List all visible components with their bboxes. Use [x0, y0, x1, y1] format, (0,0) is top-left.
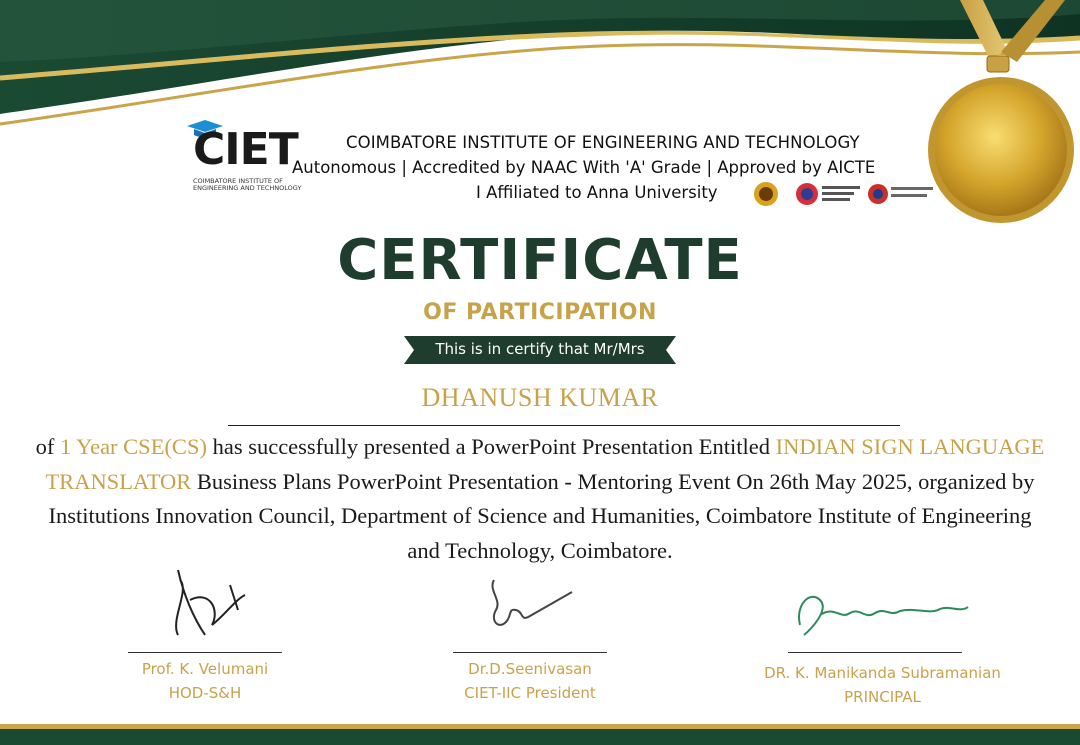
innovation-cell-logo — [867, 182, 937, 210]
name-underline — [228, 425, 900, 426]
body-text-part1: of — [35, 434, 61, 459]
institution-innovation-council-logo — [795, 180, 865, 210]
certificate-subtitle: OF PARTICIPATION — [423, 300, 657, 325]
signatory-1-role: HOD-S&H — [168, 684, 242, 702]
signature-1 — [150, 560, 260, 645]
signatory-2-role: CIET-IIC President — [464, 684, 596, 702]
affiliation-line: I Affiliated to Anna University — [476, 183, 718, 202]
signatory-2-name: Dr.D.Seenivasan — [468, 660, 592, 678]
top-wave-decoration — [0, 0, 1080, 130]
body-text-part2: has successfully presented a PowerPoint Presentation Entitled — [206, 434, 776, 459]
class-name: 1 Year CSE(CS) — [60, 434, 207, 459]
signature-line-2 — [453, 652, 607, 653]
signatory-3-role: PRINCIPAL — [844, 688, 921, 706]
certify-statement: This is in certify that Mr/Mrs — [435, 340, 645, 358]
signature-line-1 — [128, 652, 282, 653]
certificate-title: CERTIFICATE — [337, 228, 743, 293]
logo-subtext: COIMBATORE INSTITUTE OF ENGINEERING AND TECHNOLOGY — [193, 177, 302, 192]
aicte-seal-icon — [750, 180, 782, 208]
gold-medal-icon — [925, 0, 1080, 230]
signatory-1-name: Prof. K. Velumani — [141, 660, 269, 678]
accreditation-line: Autonomous | Accredited by NAAC With 'A' Grade | Approved by AICTE — [292, 158, 876, 177]
signature-2 — [480, 570, 590, 640]
signature-line-3 — [788, 652, 962, 653]
signature-3 — [790, 585, 980, 645]
signatory-3-name: DR. K. Manikanda Subramanian — [764, 664, 1001, 682]
institution-name: COIMBATORE INSTITUTE OF ENGINEERING AND TECHNOLOGY — [346, 133, 860, 152]
ciet-logo: CIET — [193, 124, 298, 175]
project-title: INDIAN SIGN LANGUAGE TRANSLATOR — [45, 434, 1045, 494]
bottom-green-band — [0, 729, 1080, 745]
certificate-body — [30, 430, 1050, 568]
recipient-name: DHANUSH KUMAR — [421, 383, 659, 412]
body-text-part3: Business Plans PowerPoint Presentation - Mentoring Event On 26th May 2025, organized by Institutions Innovation Council, Department of Science and Humanities, Coimbatore Institute of Engineering and Technology, Coimbatore. — [48, 468, 1035, 563]
